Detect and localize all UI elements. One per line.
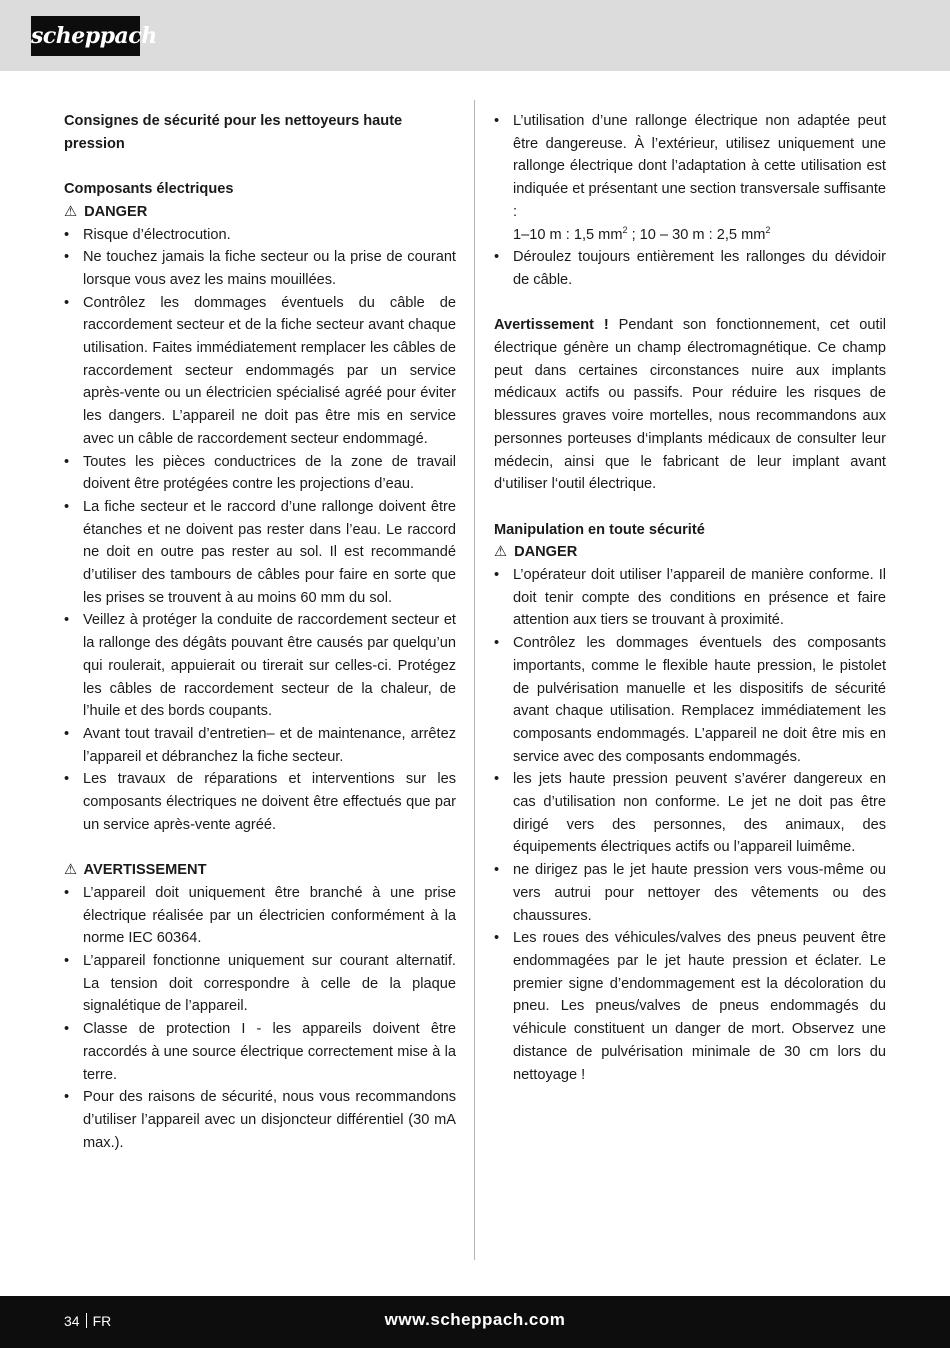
spec-text: 1–10 m : 1,5 mm xyxy=(513,226,623,243)
warning-label: AVERTISSEMENT xyxy=(83,862,207,879)
list-item: • L’appareil doit uniquement être branché à une prise électrique réalisée par un électricien conformément à la norme IEC 60364. xyxy=(64,882,456,950)
list-item: • Veillez à protéger la conduite de raccordement secteur et la rallonge des dégâts pouvant être causés par quelqu’un qui roulerait, appuierait ou tirerait sur celles-ci. Protégez les câbles de raccordement secteur de la chaleur, de l’huile et des bords coupants. xyxy=(64,609,456,723)
list-item: • La fiche secteur et le raccord d’une rallonge doivent être étanches et ne doivent pas rester dans l’eau. Le raccord ne doit en outre pas rester au sol. Il est recommandé d’utiliser des tambours de câbles pour faire en sorte que les prises se trouvent à au moins 60 mm du sol. xyxy=(64,496,456,610)
spec-superscript: 2 xyxy=(622,224,628,235)
spec-text: ; 10 – 30 m : 2,5 mm xyxy=(627,226,766,243)
list-item: • Avant tout travail d’entretien– et de maintenance, arrêtez l’appareil et débranchez la fiche secteur. xyxy=(64,723,456,768)
warning-list xyxy=(64,882,456,1154)
list-item: • Ne touchez jamais la fiche secteur ou la prise de courant lorsque vous avez les mains mouillées. xyxy=(64,246,456,291)
spec-superscript: 2 xyxy=(765,224,771,235)
section-title-handling: Manipulation en toute sécurité xyxy=(494,521,705,538)
list-item: • L’appareil fonctionne uniquement sur courant alternatif. La tension doit correspondre à celle de la plaque signalétique de l’appareil. xyxy=(64,950,456,1018)
section-title-electrical: Composants électriques xyxy=(64,181,234,198)
danger-heading xyxy=(64,201,456,224)
page-number: 34 xyxy=(64,1313,80,1329)
list-item: • Pour des raisons de sécurité, nous vous recommandons d’utiliser l’appareil avec un disjoncteur différentiel (30 mA max.). xyxy=(64,1086,456,1154)
warning-triangle-icon: ⚠ xyxy=(64,862,78,879)
list-item: • Toutes les pièces conductrices de la zone de travail doivent être protégées contre les projections d’eau. xyxy=(64,451,456,496)
list-item: • Les travaux de réparations et interventions sur les composants électriques ne doivent être effectués que par un service après-vente agréé. xyxy=(64,768,456,836)
document-title: Consignes de sécurité pour les nettoyeurs haute pression xyxy=(64,113,403,152)
warning-triangle-icon: ⚠ xyxy=(64,203,78,220)
right-column xyxy=(494,110,886,1086)
danger-list-handling xyxy=(494,564,886,1086)
danger-label: DANGER xyxy=(514,544,578,561)
page-footer xyxy=(0,1296,950,1348)
list-item: • ne dirigez pas le jet haute pression vers vous-même ou vers autrui pour nettoyer des vêtements ou des chaussures. xyxy=(494,859,886,927)
danger-label: DANGER xyxy=(84,203,148,220)
notice-text: Pendant son fonctionnement, cet outil électrique génère un champ électromagnétique. Ce champ peut dans certaines circonstances nuire aux implants médicaux actifs ou passifs. Pour réduire les risques de blessures graves voire mortelles, nous recommandons aux personnes porteuses d‘implants médicaux de consulter leur médecin, ainsi que le fabricant de leur implant avant d‘utiliser l‘outil électrique. xyxy=(494,317,886,493)
website-link[interactable]: www.scheppach.com xyxy=(384,1310,566,1329)
language-code: FR xyxy=(92,1313,112,1329)
list-item xyxy=(494,110,886,224)
warning-heading xyxy=(64,859,456,882)
column-divider xyxy=(474,100,475,1260)
notice-label: Avertissement ! xyxy=(494,317,609,334)
extension-cord-list xyxy=(494,110,886,224)
brand-logo: scheppach xyxy=(31,16,140,56)
page-header xyxy=(0,0,950,71)
list-item: • Classe de protection I - les appareils doivent être raccordés à une source électrique correctement mise à la terre. xyxy=(64,1018,456,1086)
list-item: • L’opérateur doit utiliser l’appareil de manière conforme. Il doit tenir compte des conditions en présence et faire attention aux tiers se trouvant à proximité. xyxy=(494,564,886,632)
list-item-text: L’utilisation d’une rallonge électrique non adaptée peut être dangereuse. À l’extérieur, utilisez uniquement une rallonge électrique dont l’adaptation à cette utilisation est indiquée et présentant une section transversale suffisante : xyxy=(513,113,886,220)
danger-heading xyxy=(494,541,886,564)
extension-cord-list-2 xyxy=(494,246,886,291)
list-item: • les jets haute pression peuvent s’avérer dangereux en cas d’utilisation non conforme. Le jet ne doit pas être dirigé vers des personnes, des animaux, des équipements électriques actifs ou l’appareil luimême. xyxy=(494,768,886,859)
left-column xyxy=(64,110,456,1154)
cable-section-spec xyxy=(494,224,886,247)
warning-triangle-icon: ⚠ xyxy=(494,544,508,561)
list-item: • Déroulez toujours entièrement les rallonges du dévidoir de câble. xyxy=(494,246,886,291)
list-item: • Contrôlez les dommages éventuels du câble de raccordement secteur et de la fiche secteur avant chaque utilisation. Faites immédiatement remplacer les câbles de raccordement secteur endommagés par un service après-vente ou un électricien spécialisé agréé pour éviter les dangers. L’appareil ne doit pas être mis en service avec un câble de raccordement secteur endommagé. xyxy=(64,292,456,451)
list-item: • Les roues des véhicules/valves des pneus peuvent être endommagées par le jet haute pression et éclater. Le premier signe d’endommagement est la décoloration du pneu. Les pneus/valves de pneus endommagés du véhicule constituent un danger de mort. Observez une distance de pulvérisation minimale de 30 cm lors du nettoyage ! xyxy=(494,927,886,1086)
list-item: • Risque d’électrocution. xyxy=(64,224,456,247)
danger-list-electrical xyxy=(64,224,456,837)
list-item: • Contrôlez les dommages éventuels des composants importants, comme le flexible haute pression, le pistolet de pulvérisation manuelle et les dispositifs de sécurité avant chaque utilisation. Remplacez immédiatement les composants endommagés. L’appareil ne doit être mis en service avec des composants endommagés. xyxy=(494,632,886,768)
emf-notice xyxy=(494,314,886,496)
